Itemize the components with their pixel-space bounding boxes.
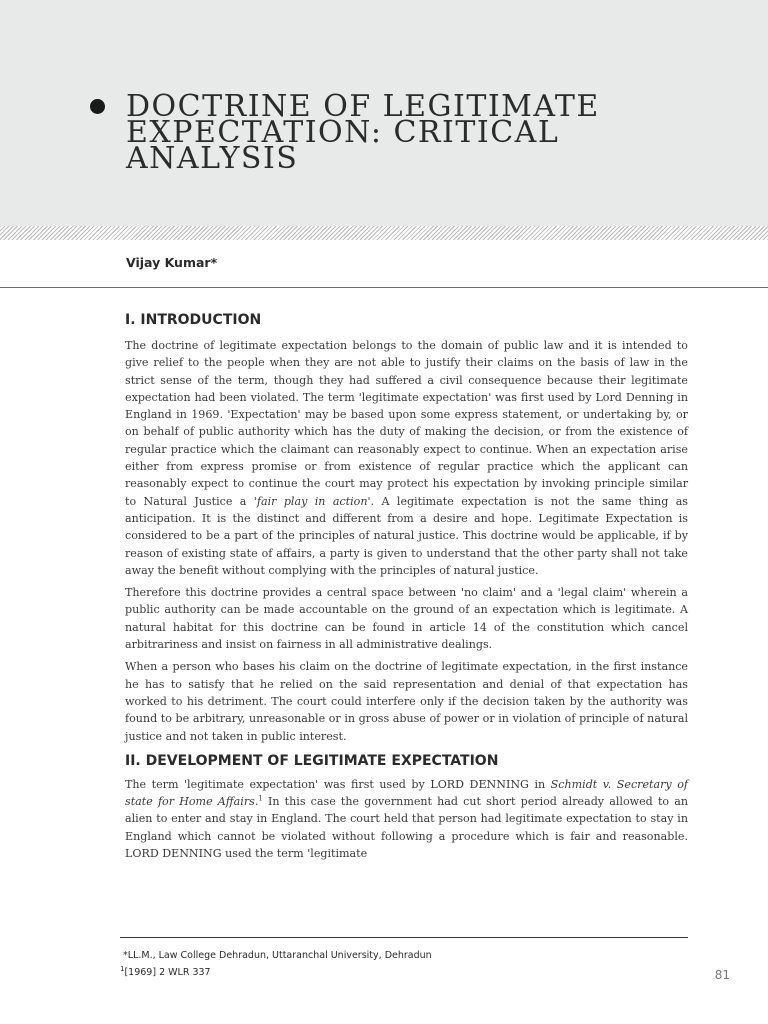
title-bullet-icon [90, 99, 105, 114]
paragraph [125, 337, 688, 579]
page-number: 81 [714, 968, 730, 982]
article-title: DOCTRINE OF LEGITIMATE EXPECTATION: CRITICAL ANALYSIS [126, 89, 600, 176]
paragraph [125, 776, 688, 862]
header-rule [0, 287, 768, 288]
case-citation: Schmidt v. Secretary of state for Home Affairs. [125, 777, 688, 809]
paragraph: Therefore this doctrine provides a central space between 'no claim' and a 'legal claim' wherein a public authority can be made accountable on the ground of an expectation which is legitimate. A natural habitat for this doctrine can be found in article 14 of the constitution which cancel arbitrariness and insist on fairness in all administrative dealings. [125, 586, 688, 652]
footnote-number: 1 [120, 964, 125, 973]
footnotes [120, 947, 680, 981]
footnote-item [120, 964, 680, 981]
article-body [125, 309, 688, 867]
paragraph: When a person who bases his claim on the doctrine of legitimate expectation, in the first instance he has to satisfy that he relied on the said representation and denial of that expectation has worked to his detriment. The court could interfere only if the decision taken by the authority was found to be arbitrary, unreasonable or in gross abuse of power or in violation of principle of natural justice and not taken in public interest. [125, 660, 688, 743]
paragraph-text: '. A legitimate expectation is not the same thing as anticipation. It is the distinct and different from a desire and hope. Legitimate Expectation is considered to be a part of the principles of natural justice. This doctrine would be applicable, if by reason of existing state of affairs, a party is given to understand that the other party shall not take away the benefit without complying with the principles of natural justice. [125, 494, 688, 577]
paragraph-text: The doctrine of legitimate expectation belongs to the domain of public law and it is intended to give relief to the people when they are not able to justify their claims on the basis of law in the strict sense of the term, though they had suffered a civil consequence because their legitimate expectation had been violated. The term 'legitimate expectation' was first used by Lord Denning in England in 1969. 'Expectation' may be based upon some express statement, or undertaking by, or on behalf of public authority which has the duty of making the decision, or from the existence of regular practice which the claimant can reasonably expect to continue. When an expectation arise either from express promise or from existence of regular practice which the applicant can reasonably expect to continue the court may protect his expectation by invoking principle similar to Natural Justice a ' [125, 339, 688, 508]
footnote-text: *LL.M., Law College Dehradun, Uttaranchal University, Dehradun [123, 950, 432, 961]
footnote-marker: 1 [258, 794, 263, 803]
hatched-divider [0, 226, 768, 240]
section-heading-introduction: I. INTRODUCTION [125, 312, 262, 328]
section-heading-development: II. DEVELOPMENT OF LEGITIMATE EXPECTATION [125, 752, 499, 769]
footnote-rule [120, 937, 688, 938]
footnote-text: [1969] 2 WLR 337 [124, 967, 211, 978]
paragraph-text: In this case the government had cut short period already allowed to an alien to enter and stay in England. The court held that person had legitimate expectation to stay in England which cannot be violated without following a procedure which is fair and reasonable. LORD DENNING used the term 'legitimate [125, 795, 688, 861]
footnote-item [120, 947, 680, 964]
paragraph-text: The term 'legitimate expectation' was first used by LORD DENNING in [125, 777, 551, 791]
author-name: Vijay Kumar* [126, 255, 218, 270]
italic-phrase: fair play in action [256, 494, 368, 508]
